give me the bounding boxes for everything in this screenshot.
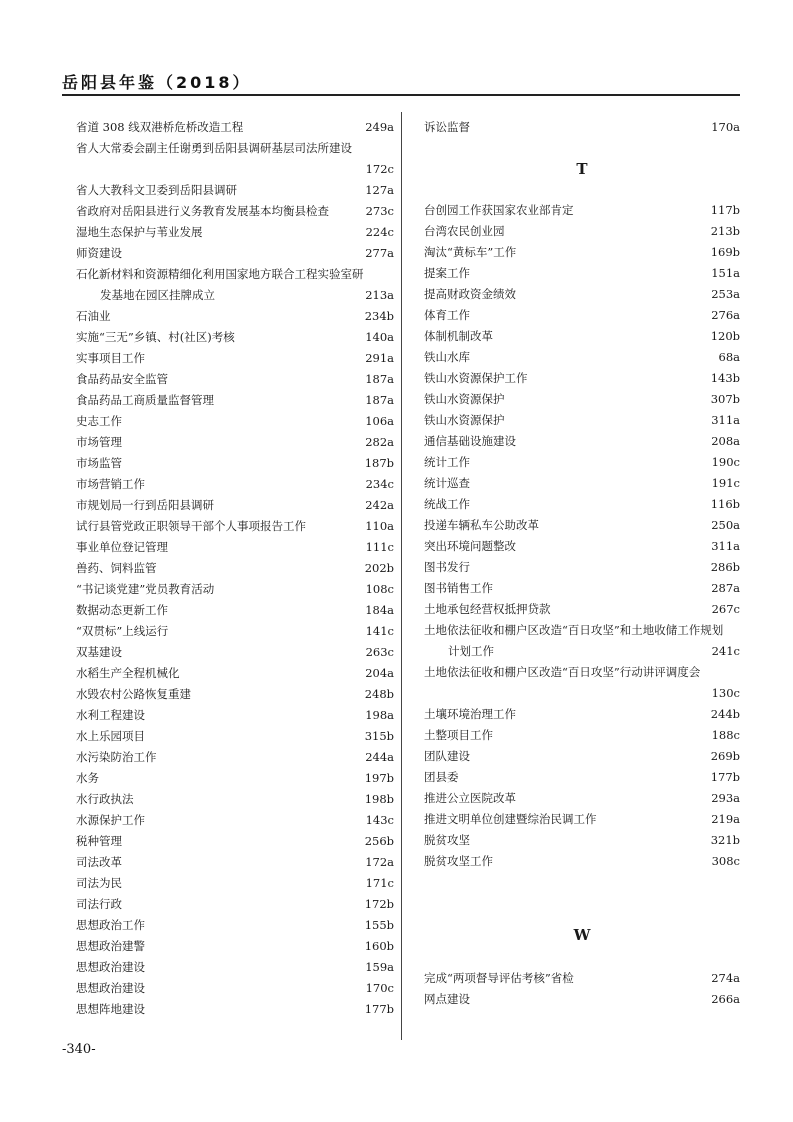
index-entry-page: 315b: [364, 729, 394, 743]
index-entry: [76, 138, 394, 159]
index-entry: [424, 578, 740, 599]
index-column-left: [76, 117, 394, 1020]
index-entry-title: 市场管理: [76, 435, 122, 449]
index-entry-title: 土地依法征收和棚户区改造“百日攻坚”和土地收储工作规划: [424, 623, 724, 637]
index-entry: [424, 620, 740, 641]
index-entry-page: 307b: [710, 392, 740, 406]
index-entry-page: 160b: [364, 939, 394, 953]
index-entry-title: 司法行政: [76, 897, 122, 911]
index-entry-title: 市规划局一行到岳阳县调研: [76, 498, 214, 512]
index-entry: [76, 957, 394, 978]
index-entry: [424, 410, 740, 431]
index-entry-title: 水上乐园项目: [76, 729, 145, 743]
index-entry-page: 244a: [365, 750, 394, 764]
index-entry-page: 187b: [364, 456, 394, 470]
index-entry: [424, 851, 740, 872]
index-entry-page: 172a: [365, 855, 394, 869]
index-entry-page: 244b: [710, 707, 740, 721]
index-entry-title: 水毁农村公路恢复重建: [76, 687, 191, 701]
index-entry-title: 脱贫攻坚: [424, 833, 470, 847]
index-entry: [76, 747, 394, 768]
index-entry-page: 202b: [364, 561, 394, 575]
index-entry-page: 151a: [711, 266, 740, 280]
index-entry: [76, 999, 394, 1020]
index-entry-page: 177b: [710, 770, 740, 784]
index-entry-title: 计划工作: [448, 644, 494, 658]
index-entry-page: 234c: [365, 477, 394, 491]
index-entry-page: 204a: [365, 666, 394, 680]
index-entry-title: 提高财政资金绩效: [424, 287, 516, 301]
index-entry: [76, 978, 394, 999]
index-entry: [424, 200, 740, 221]
index-entry: [424, 347, 740, 368]
index-entry-title: 思想政治建设: [76, 981, 145, 995]
index-entry-page: 250a: [711, 518, 740, 532]
index-entry-page: 120b: [710, 329, 740, 343]
index-entry: [424, 452, 740, 473]
index-entry-page: 291a: [365, 351, 394, 365]
index-entry-title: 提案工作: [424, 266, 470, 280]
index-entry: [76, 390, 394, 411]
index-entry: [424, 968, 740, 989]
index-entry-title: 淘汰“黄标车”工作: [424, 245, 517, 259]
index-entry-page: 269b: [710, 749, 740, 763]
index-entry-page: 308c: [711, 854, 740, 868]
index-entry: [424, 767, 740, 788]
index-entry: [76, 222, 394, 243]
index-entry: [424, 263, 740, 284]
index-entry: [76, 495, 394, 516]
index-entry-page: 170c: [365, 981, 394, 995]
index-entry-title: 水污染防治工作: [76, 750, 157, 764]
index-entry-page: 171c: [365, 876, 394, 890]
index-entry-title: 师资建设: [76, 246, 122, 260]
column-divider: [401, 112, 402, 1040]
index-entry: [424, 557, 740, 578]
index-entry-page: 172b: [364, 897, 394, 911]
index-entry-page: 140a: [365, 330, 394, 344]
index-entry-title: 脱贫攻坚工作: [424, 854, 493, 868]
index-entry-page: 143b: [710, 371, 740, 385]
section-letter-w: W: [573, 926, 591, 944]
index-entry: [424, 326, 740, 347]
index-entry: [424, 989, 740, 1010]
index-entry-title: 双基建设: [76, 645, 122, 659]
index-entry-title: 思想政治建设: [76, 960, 145, 974]
index-entry-page: 273c: [365, 204, 394, 218]
index-entry: [76, 348, 394, 369]
index-entry: [424, 117, 740, 138]
index-entry-page: 249a: [365, 120, 394, 134]
index-entry-page: 68a: [718, 350, 740, 364]
index-entry-page: 248b: [364, 687, 394, 701]
index-entry: [76, 789, 394, 810]
index-entry-page: 110a: [365, 519, 394, 533]
index-entry-title: 图书发行: [424, 560, 470, 574]
index-entry-page: 116b: [710, 497, 740, 511]
index-entry: [76, 621, 394, 642]
index-entry-page: 127a: [365, 183, 394, 197]
index-entry: [76, 831, 394, 852]
page-number: -340-: [62, 1042, 96, 1057]
index-entry-title: 水利工程建设: [76, 708, 145, 722]
index-entry-page: 184a: [365, 603, 394, 617]
index-entry-title: 铁山水资源保护: [424, 392, 505, 406]
index-entry-title: 实施“三无”乡镇、村(社区)考核: [76, 330, 235, 344]
index-entry-page: 143c: [365, 813, 394, 827]
index-entry-page: 191c: [711, 476, 740, 490]
index-entry: [424, 242, 740, 263]
index-entry: [76, 684, 394, 705]
index-entry: [76, 453, 394, 474]
index-entry: [76, 432, 394, 453]
index-entry-page: 253a: [711, 287, 740, 301]
index-entry-page: 159a: [365, 960, 394, 974]
index-entry-page: 177b: [364, 1002, 394, 1016]
page-header-title: 岳阳县年鉴（2018）: [62, 73, 252, 92]
index-entry-title: 食品药品工商质量监督管理: [76, 393, 214, 407]
index-entry-title: 诉讼监督: [424, 120, 470, 134]
index-entry: [76, 810, 394, 831]
index-entry-title: 事业单位登记管理: [76, 540, 168, 554]
index-entry-page: 198a: [365, 708, 394, 722]
index-entry: [76, 474, 394, 495]
index-entry-title: 统计巡查: [424, 476, 470, 490]
index-entry-title: 完成“两项督导评估考核”省检: [424, 971, 574, 985]
index-entry-page: 187a: [365, 372, 394, 386]
index-entry-page: 117b: [710, 203, 740, 217]
index-entry-title: 司法为民: [76, 876, 122, 890]
index-entry-title: 体育工作: [424, 308, 470, 322]
index-entry: [76, 117, 394, 138]
index-entry-page: 169b: [710, 245, 740, 259]
index-entry-title: 史志工作: [76, 414, 122, 428]
index-entry: [76, 726, 394, 747]
index-entry-title: 思想政治建警: [76, 939, 145, 953]
index-entry: [76, 579, 394, 600]
index-column-right: [424, 117, 740, 1010]
index-entry-page: 256b: [364, 834, 394, 848]
index-entry-title: “双贯标”上线运行: [76, 624, 169, 638]
index-entry-page: 276a: [711, 308, 740, 322]
index-entry: [76, 768, 394, 789]
index-entry: [424, 284, 740, 305]
index-entry: [76, 264, 394, 285]
index-entry-page: 213b: [710, 224, 740, 238]
index-entry-page: 242a: [365, 498, 394, 512]
index-entry: [76, 201, 394, 222]
index-entry-title: 统战工作: [424, 497, 470, 511]
index-entry: [424, 599, 740, 620]
index-entry-page: 287a: [711, 581, 740, 595]
index-entry-title: 推进公立医院改革: [424, 791, 516, 805]
index-entry-page: 190c: [711, 455, 740, 469]
index-entry-title: 铁山水资源保护: [424, 413, 505, 427]
index-entry-title: 思想阵地建设: [76, 1002, 145, 1016]
index-entry-title: 推进文明单位创建暨综治民调工作: [424, 812, 597, 826]
index-entry-page: 108c: [365, 582, 394, 596]
index-entry: [424, 830, 740, 851]
index-entry-title: 体制机制改革: [424, 329, 493, 343]
index-entry-title: 湿地生态保护与苇业发展: [76, 225, 203, 239]
index-entry-page: 286b: [710, 560, 740, 574]
index-entry: [424, 221, 740, 242]
index-entry-title: 省人大教科文卫委到岳阳县调研: [76, 183, 237, 197]
index-entry-title: 铁山水库: [424, 350, 470, 364]
index-entry: [424, 494, 740, 515]
index-entry-page: 111c: [365, 540, 394, 554]
index-entry-title: 投递车辆私车公助改革: [424, 518, 539, 532]
index-entry: [424, 641, 740, 662]
index-entry: [76, 642, 394, 663]
index-entry-page: 241c: [711, 644, 740, 658]
index-entry: [76, 180, 394, 201]
index-entry-title: 铁山水资源保护工作: [424, 371, 528, 385]
index-entry-page: 321b: [710, 833, 740, 847]
index-entry: [424, 368, 740, 389]
index-entry: [76, 873, 394, 894]
index-entry: [424, 473, 740, 494]
index-entry-page: 224c: [365, 225, 394, 239]
index-entry-page: 187a: [365, 393, 394, 407]
index-entry-title: 省政府对岳阳县进行义务教育发展基本均衡县检查: [76, 204, 329, 218]
index-entry: [76, 705, 394, 726]
index-entry: [424, 683, 740, 704]
index-entry-page: 130c: [711, 686, 740, 700]
index-entry-page: 219a: [711, 812, 740, 826]
index-entry-title: 兽药、饲料监管: [76, 561, 157, 575]
index-entry-page: 293a: [711, 791, 740, 805]
index-entry-title: 省道 308 线双港桥危桥改造工程: [76, 120, 244, 134]
index-entry-title: 网点建设: [424, 992, 470, 1006]
index-entry: [76, 411, 394, 432]
index-entry-title: 数据动态更新工作: [76, 603, 168, 617]
index-entry-title: 团队建设: [424, 749, 470, 763]
section-letter-t: T: [576, 160, 588, 178]
index-entry: [76, 369, 394, 390]
index-entry-title: 税种管理: [76, 834, 122, 848]
index-entry: [76, 306, 394, 327]
index-entry-title: 台湾农民创业园: [424, 224, 505, 238]
index-entry-title: 市场监管: [76, 456, 122, 470]
index-entry-title: 司法改革: [76, 855, 122, 869]
index-entry-page: 172c: [365, 162, 394, 176]
index-entry: [76, 663, 394, 684]
index-entry-page: 197b: [364, 771, 394, 785]
index-entry: [424, 725, 740, 746]
index-entry-title: 土地承包经营权抵押贷款: [424, 602, 551, 616]
index-entry: [424, 662, 740, 683]
index-entry: [424, 536, 740, 557]
index-entry-page: 155b: [364, 918, 394, 932]
index-entry-title: 试行县管党政正职领导干部个人事项报告工作: [76, 519, 306, 533]
header-rule: [62, 94, 740, 96]
index-entry-title: 台创园工作获国家农业部肯定: [424, 203, 574, 217]
index-entry-title: 石化新材料和资源精细化利用国家地方联合工程实验室研: [76, 267, 364, 281]
index-entry-title: 土壤环境治理工作: [424, 707, 516, 721]
index-entry: [76, 936, 394, 957]
index-entry: [424, 515, 740, 536]
index-entry: [76, 159, 394, 180]
index-entry-page: 170a: [711, 120, 740, 134]
index-entry-page: 266a: [711, 992, 740, 1006]
index-entry-title: 水行政执法: [76, 792, 134, 806]
index-entry: [76, 558, 394, 579]
index-entry-page: 141c: [365, 624, 394, 638]
index-entry-title: 土整项目工作: [424, 728, 493, 742]
index-entry: [424, 704, 740, 725]
index-entry-title: 土地依法征收和棚户区改造“百日攻坚”行动讲评调度会: [424, 665, 701, 679]
index-entry: [76, 243, 394, 264]
index-entry: [76, 537, 394, 558]
section-gap: [424, 872, 740, 902]
index-entry: [76, 852, 394, 873]
index-entry: [76, 516, 394, 537]
index-entry-title: 思想政治工作: [76, 918, 145, 932]
index-entry-title: 食品药品安全监管: [76, 372, 168, 386]
index-entry-page: 188c: [711, 728, 740, 742]
index-entry-title: “书记谈党建”党员教育活动: [76, 582, 215, 596]
index-entry: [424, 809, 740, 830]
index-entry-page: 106a: [365, 414, 394, 428]
index-entry-page: 311a: [711, 539, 740, 553]
index-entry-title: 市场营销工作: [76, 477, 145, 491]
index-entry-title: 统计工作: [424, 455, 470, 469]
index-entry-title: 石油业: [76, 309, 111, 323]
index-entry-title: 发基地在园区挂牌成立: [100, 288, 215, 302]
index-entry-page: 267c: [711, 602, 740, 616]
index-entry-page: 234b: [364, 309, 394, 323]
index-entry-page: 311a: [711, 413, 740, 427]
index-entry-title: 省人大常委会副主任谢勇到岳阳县调研基层司法所建设: [76, 141, 352, 155]
index-entry-page: 274a: [711, 971, 740, 985]
index-entry-title: 水源保护工作: [76, 813, 145, 827]
index-entry-title: 水稻生产全程机械化: [76, 666, 180, 680]
index-entry: [76, 600, 394, 621]
index-entry-page: 213a: [365, 288, 394, 302]
index-entry: [76, 327, 394, 348]
index-entry: [76, 285, 394, 306]
index-entry-page: 198b: [364, 792, 394, 806]
index-entry: [424, 746, 740, 767]
index-entry-page: 277a: [365, 246, 394, 260]
index-entry-title: 团县委: [424, 770, 459, 784]
index-entry: [424, 431, 740, 452]
index-entry-page: 263c: [365, 645, 394, 659]
index-entry-title: 图书销售工作: [424, 581, 493, 595]
index-entry-page: 208a: [711, 434, 740, 448]
index-entry-page: 282a: [365, 435, 394, 449]
index-entry: [424, 389, 740, 410]
index-entry: [76, 915, 394, 936]
index-entry-title: 通信基础设施建设: [424, 434, 516, 448]
index-entry-title: 实事项目工作: [76, 351, 145, 365]
index-entry-title: 突出环境问题整改: [424, 539, 516, 553]
index-entry: [76, 894, 394, 915]
index-entry: [424, 788, 740, 809]
index-entry: [424, 305, 740, 326]
index-entry-title: 水务: [76, 771, 99, 785]
